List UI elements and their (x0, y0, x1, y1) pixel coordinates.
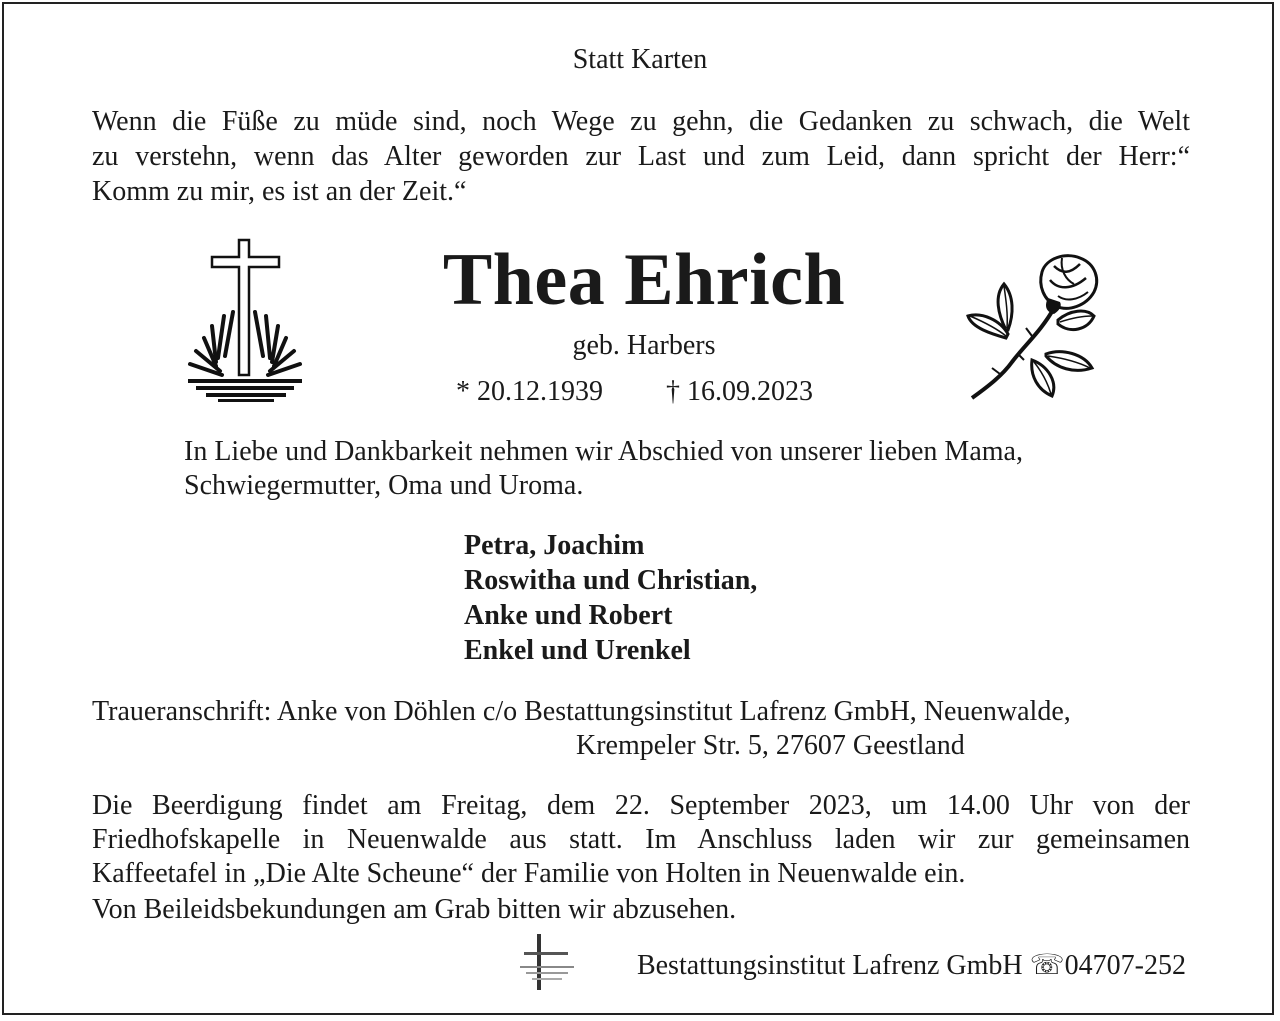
rose-icon (962, 250, 1102, 400)
header-text: Statt Karten (572, 44, 708, 75)
funeral-line-3: Kaffeetafel in „Die Alte Scheune“ der Familie von Holten in Neuenwalde ein. (92, 858, 966, 889)
phone-icon: ☏ (1029, 950, 1065, 981)
footer-contact (637, 948, 1186, 983)
maiden-name: geb. Harbers (572, 330, 716, 361)
birth-date: * 20.12.1939 (456, 376, 603, 407)
farewell-line-1: In Liebe und Dankbarkeit nehmen wir Abschied von unserer lieben Mama, (184, 436, 1023, 467)
funeral-line-1: Die Beerdigung findet am Freitag, dem 22. September 2023, um 14.00 Uhr von der (92, 790, 1190, 821)
footer-company: Bestattungsinstitut Lafrenz GmbH (636, 950, 1023, 981)
funeral-line-4: Von Beileidsbekundungen am Grab bitten wir abzusehen. (92, 894, 737, 925)
funeral-line-2: Friedhofskapelle in Neuenwalde aus statt. Im Anschluss laden wir zur gemeinsamen (92, 824, 1190, 855)
poem-line-1: Wenn die Füße zu müde sind, noch Wege zu gehn, die Gedanken zu schwach, die Welt (92, 106, 1190, 137)
deceased-name: Thea Ehrich (442, 239, 846, 321)
mourner-line-2: Roswitha und Christian, (464, 565, 758, 596)
mourner-line-3: Anke und Robert (464, 600, 673, 631)
funeral-home-cross-logo-icon (520, 932, 574, 992)
farewell-line-2: Schwiegermutter, Oma und Uroma. (184, 470, 584, 501)
mourner-line-1: Petra, Joachim (464, 530, 645, 561)
footer-phone: 04707-252 (1064, 950, 1186, 981)
mourner-line-4: Enkel und Urenkel (464, 635, 691, 666)
address-line-2: Krempeler Str. 5, 27607 Geestland (576, 730, 965, 761)
poem-line-2: zu verstehn, wenn das Alter geworden zur Last und zum Leid, dann spricht der Herr:“ (92, 141, 1190, 172)
death-date: † 16.09.2023 (666, 376, 813, 407)
obituary-card (2, 2, 1274, 1015)
poem-line-3: Komm zu mir, es ist an der Zeit.“ (92, 176, 467, 207)
address-line-1: Traueranschrift: Anke von Döhlen c/o Bestattungsinstitut Lafrenz GmbH, Neuenwalde, (92, 696, 1071, 727)
